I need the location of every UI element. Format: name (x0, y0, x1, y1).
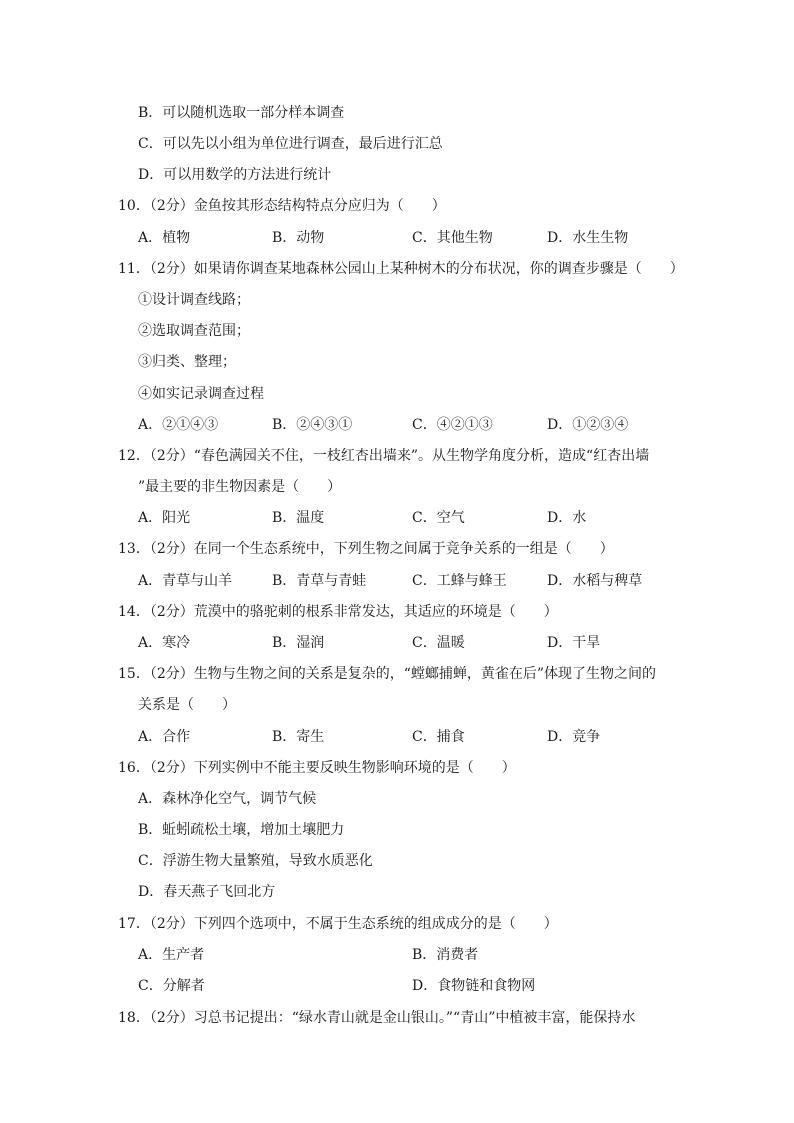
q14-stem: 14．（2分）荒漠中的骆驼刺的根系非常发达，其适应的环境是（ ） (118, 604, 558, 620)
q13-option-c: C．工蜂与蜂王 (412, 573, 507, 589)
q17-option-d: D．食物链和食物网 (412, 978, 536, 994)
q14-option-b: B．湿润 (272, 635, 325, 651)
q13-option-d: D．水稻与稗草 (547, 573, 643, 589)
q15-option-c: C．捕食 (412, 729, 465, 745)
q9-option-d: D．可以用数学的方法进行统计 (138, 167, 332, 183)
q11-step-3: ③归类、整理； (138, 354, 236, 370)
q12-option-c: C．空气 (412, 510, 465, 526)
q14-option-d: D．干旱 (547, 635, 601, 651)
q16-option-d: D．春天燕子飞回北方 (138, 884, 276, 900)
q11-option-a: A．②①④③ (138, 417, 219, 433)
q12-option-d: D．水 (547, 510, 587, 526)
q11-option-c: C．④②①③ (412, 417, 493, 433)
q13-stem: 13．（2分）在同一个生态系统中，下列生物之间属于竞争关系的一组是（ ） (118, 541, 614, 557)
q10-option-c: C．其他生物 (412, 230, 493, 246)
q14-option-c: C．温暖 (412, 635, 465, 651)
q17-stem: 17．（2分）下列四个选项中，不属于生态系统的组成成分的是（ ） (118, 916, 558, 932)
q12-option-a: A．阳光 (138, 510, 191, 526)
q11-step-2: ②选取调查范围； (138, 323, 250, 339)
q14-option-a: A．寒冷 (138, 635, 191, 651)
q16-option-c: C．浮游生物大量繁殖，导致水质恶化 (138, 853, 373, 869)
q15-stem-line-2: 关系是（ ） (138, 697, 236, 713)
q11-step-4: ④如实记录调查过程 (138, 386, 264, 402)
q10-option-a: A．植物 (138, 230, 191, 246)
q12-option-b: B．温度 (272, 510, 325, 526)
q16-stem: 16．（2分）下列实例中不能主要反映生物影响环境的是（ ） (118, 760, 516, 776)
q11-stem: 11．（2分）如果请你调查某地森林公园山上某种树木的分布状况，你的调查步骤是（ ） (118, 261, 684, 277)
q10-option-d: D．水生生物 (547, 230, 629, 246)
q15-option-a: A．合作 (138, 729, 191, 745)
q15-option-b: B．寄生 (272, 729, 325, 745)
q9-option-b: B．可以随机选取一部分样本调查 (138, 105, 345, 121)
q16-option-a: A．森林净化空气，调节气候 (138, 791, 317, 807)
q11-option-d: D．①②③④ (547, 417, 629, 433)
q18-stem-line-1: 18．（2分）习总书记提出：“绿水青山就是金山银山。”“青山”中植被丰富，能保持水 (118, 1010, 636, 1026)
q10-stem: 10．（2分）金鱼按其形态结构特点分应归为（ ） (118, 198, 446, 214)
q17-option-b: B．消费者 (412, 947, 479, 963)
q13-option-a: A．青草与山羊 (138, 573, 233, 589)
q11-option-b: B．②④③① (272, 417, 353, 433)
q12-stem-line-2: ”最主要的非生物因素是（ ） (138, 479, 342, 495)
q16-option-b: B．蚯蚓疏松土壤，增加土壤肥力 (138, 822, 345, 838)
q17-option-a: A．生产者 (138, 947, 205, 963)
q15-option-d: D．竞争 (547, 729, 601, 745)
q13-option-b: B．青草与青蛙 (272, 573, 367, 589)
q15-stem-line-1: 15．（2分）生物与生物之间的关系是复杂的，“螳螂捕蝉，黄雀在后”体现了生物之间的 (118, 666, 657, 682)
q9-option-c: C．可以先以小组为单位进行调查，最后进行汇总 (138, 136, 443, 152)
q10-option-b: B．动物 (272, 230, 325, 246)
q17-option-c: C．分解者 (138, 978, 205, 994)
q11-step-1: ①设计调查线路； (138, 292, 250, 308)
q12-stem-line-1: 12．（2分）“春色满园关不住，一枝红杏出墙来”。从生物学角度分析，造成“红杏出墙 (118, 448, 650, 464)
